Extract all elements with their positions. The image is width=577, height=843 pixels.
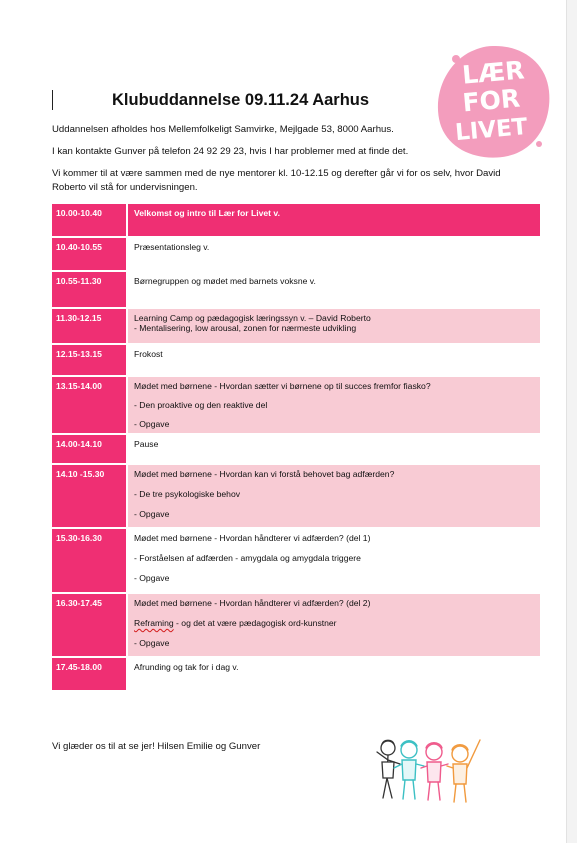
schedule-time: 14.10 -15.30 — [52, 465, 126, 527]
schedule-row — [52, 309, 540, 345]
laer-for-livet-logo — [434, 43, 552, 161]
schedule-row — [52, 594, 540, 658]
activity-line: - Mentalisering, low arousal, zonen for nærmeste udvikling — [134, 323, 357, 333]
activity-line: Mødet med børnene - Hvordan kan vi forstå behovet bag adfærden? — [134, 469, 395, 479]
schedule-row — [52, 658, 540, 690]
activity-line: Frokost — [134, 349, 163, 359]
activity-line: Mødet med børnene - Hvordan sætter vi børnene op til succes fremfor fiasko? — [134, 381, 431, 391]
activity-line-rest: - og det at være pædagogisk ord-kunstner — [173, 618, 337, 628]
schedule-row — [52, 345, 540, 377]
schedule-row — [52, 465, 540, 529]
schedule-table — [52, 204, 540, 690]
activity-line: Mødet med børnene - Hvordan håndterer vi adfærden? (del 2) — [134, 598, 371, 608]
closing-text: Vi glæder os til at se jer! Hilsen Emilie og Gunver — [52, 741, 261, 752]
text-cursor — [52, 90, 53, 110]
activity-line: Præsentationsleg v. — [134, 242, 210, 252]
schedule-activity — [126, 204, 540, 236]
activity-line: - Opgave — [134, 573, 170, 583]
children-illustration — [374, 734, 488, 806]
intro-contact: I kan kontakte Gunver på telefon 24 92 29 23, hvis I har problemer med at finde det. — [52, 146, 409, 157]
activity-line: - Opgave — [134, 419, 170, 429]
schedule-time: 15.30-16.30 — [52, 529, 126, 592]
schedule-row — [52, 204, 540, 238]
schedule-time: 11.30-12.15 — [52, 309, 126, 343]
schedule-activity — [126, 594, 540, 656]
activity-line: - Forståelsen af adfærden - amygdala og amygdala triggere — [134, 553, 361, 563]
logo-line2: FOR — [461, 83, 522, 118]
schedule-row — [52, 435, 540, 465]
intro-mentors: Vi kommer til at være sammen med de nye mentorer kl. 10-12.15 og derefter går vi for os selv, hvor David Roberto vil stå for undervisningen. — [52, 168, 501, 193]
schedule-time: 12.15-13.15 — [52, 345, 126, 375]
activity-line: Learning Camp og pædagogisk læringssyn v. – David Roberto — [134, 313, 371, 323]
schedule-activity — [126, 658, 540, 690]
schedule-row — [52, 377, 540, 435]
schedule-row — [52, 529, 540, 594]
intro-location: Uddannelsen afholdes hos Mellemfolkeligt Samvirke, Mejlgade 53, 8000 Aarhus. — [52, 124, 394, 135]
activity-line: - Opgave — [134, 509, 170, 519]
logo-line1: LÆR — [460, 55, 526, 90]
logo-line3: LIVET — [454, 113, 529, 147]
schedule-activity — [126, 529, 540, 592]
activity-line: Pause — [134, 439, 159, 449]
spellcheck-word: Reframing — [134, 618, 174, 628]
schedule-activity — [126, 435, 540, 463]
schedule-row — [52, 272, 540, 309]
page-title: Klubuddannelse 09.11.24 Aarhus — [112, 91, 370, 109]
activity-line: - Opgave — [134, 638, 170, 648]
activity-line — [134, 618, 540, 628]
activity-line: - De tre psykologiske behov — [134, 489, 241, 499]
activity-line: Afrunding og tak for i dag v. — [134, 662, 239, 672]
schedule-time: 10.55-11.30 — [52, 272, 126, 307]
activity-line: Velkomst og intro til Lær for Livet v. — [134, 208, 280, 218]
schedule-activity — [126, 345, 540, 375]
schedule-activity — [126, 309, 540, 343]
schedule-time: 14.00-14.10 — [52, 435, 126, 463]
window-edge — [566, 0, 577, 843]
schedule-activity — [126, 465, 540, 527]
schedule-activity — [126, 377, 540, 433]
schedule-activity — [126, 272, 540, 307]
activity-line: Børnegruppen og mødet med barnets voksne v. — [134, 276, 316, 286]
schedule-time: 10.40-10.55 — [52, 238, 126, 270]
schedule-time: 10.00-10.40 — [52, 204, 126, 236]
schedule-time: 13.15-14.00 — [52, 377, 126, 433]
activity-line: Mødet med børnene - Hvordan håndterer vi adfærden? (del 1) — [134, 533, 371, 543]
schedule-time: 16.30-17.45 — [52, 594, 126, 656]
schedule-activity — [126, 238, 540, 270]
schedule-row — [52, 238, 540, 272]
activity-line: - Den proaktive og den reaktive del — [134, 400, 268, 410]
schedule-time: 17.45-18.00 — [52, 658, 126, 690]
